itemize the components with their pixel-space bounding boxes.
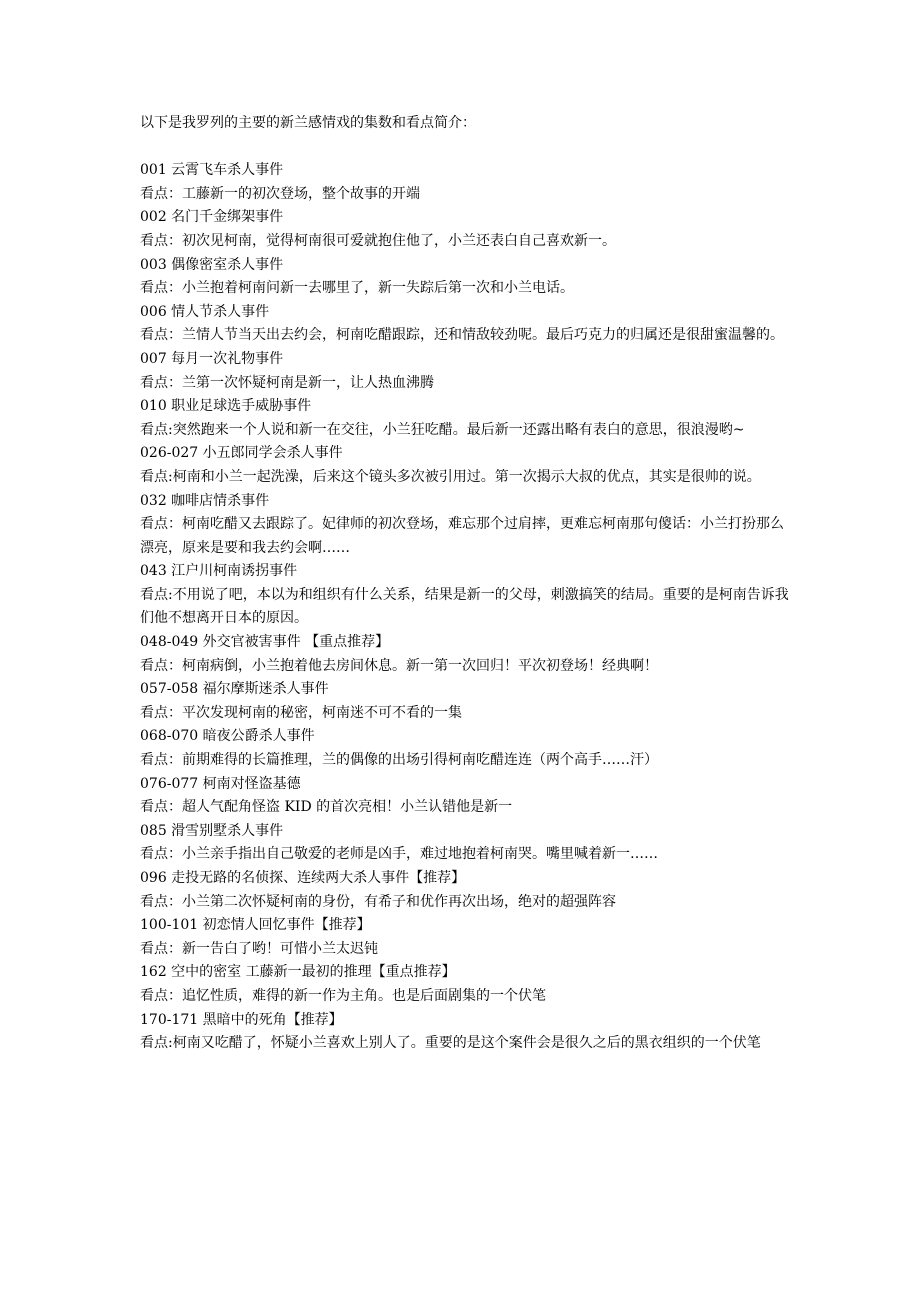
episode-note: 看点:柯南和小兰一起洗澡，后来这个镜头多次被引用过。第一次揭示大叔的优点，其实是很帅的说。 xyxy=(140,468,761,485)
episode-title: 026-027 小五郎同学会杀人事件 xyxy=(140,445,343,462)
episode-title: 076-077 柯南对怪盗基德 xyxy=(140,775,301,792)
episode-note: 看点：初次见柯南，觉得柯南很可爱就抱住他了，小兰还表白自己喜欢新一。 xyxy=(140,232,616,249)
episode-note: 看点：兰情人节当天出去约会，柯南吃醋跟踪，还和情敌较劲呢。最后巧克力的归属还是很甜蜜温馨的。 xyxy=(140,327,784,344)
episode-note: 看点:不用说了吧，本以为和组织有什么关系，结果是新一的父母，刺激搞笑的结局。重要的是柯南告诉我们他不想离开日本的原因。 xyxy=(140,586,789,627)
episode-note: 看点：柯南吃醋又去跟踪了。妃律师的初次登场，难忘那个过肩摔，更难忘柯南那句傻话：小兰打扮那么漂亮，原来是要和我去约会啊…… xyxy=(140,516,784,556)
episode-title: 032 咖啡店情杀事件 xyxy=(140,492,270,509)
episode-title: 003 偶像密室杀人事件 xyxy=(140,256,284,273)
episode-title: 001 云霄飞车杀人事件 xyxy=(140,162,284,179)
episode-title: 068-070 暗夜公爵杀人事件 xyxy=(140,728,315,745)
episode-title: 170-171 黑暗中的死角【推荐】 xyxy=(140,1011,343,1028)
episode-list xyxy=(140,159,790,1056)
document-body xyxy=(140,112,790,1056)
episode-title: 043 江户川柯南诱拐事件 xyxy=(140,563,298,580)
episode-note: 看点：兰第一次怀疑柯南是新一，让人热血沸腾 xyxy=(140,374,434,391)
episode-note: 看点:突然跑来一个人说和新一在交往，小兰狂吃醋。最后新一还露出略有表白的意思，很浪漫哟~ xyxy=(140,421,745,438)
episode-note: 看点：工藤新一的初次登场，整个故事的开端 xyxy=(140,185,420,202)
episode-note: 看点：前期难得的长篇推理，兰的偶像的出场引得柯南吃醋连连（两个高手……汗） xyxy=(140,752,658,769)
episode-title: 006 情人节杀人事件 xyxy=(140,303,270,320)
episode-note: 看点：超人气配角怪盗 KID 的首次亮相！小兰认错他是新一 xyxy=(140,799,513,816)
intro-text: 以下是我罗列的主要的新兰感情戏的集数和看点简介： xyxy=(140,115,476,131)
episode-note: 看点：小兰抱着柯南问新一去哪里了，新一失踪后第一次和小兰电话。 xyxy=(140,280,574,297)
episode-title: 162 空中的密室 工藤新一最初的推理【重点推荐】 xyxy=(140,964,456,981)
episode-note: 看点：小兰第二次怀疑柯南的身份，有希子和优作再次出场，绝对的超强阵容 xyxy=(140,893,616,910)
episode-note: 看点：新一告白了哟！可惜小兰太迟钝 xyxy=(140,940,378,957)
episode-title: 096 走投无路的名侦探、连续两大杀人事件【推荐】 xyxy=(140,870,466,886)
episode-title: 100-101 初恋情人回忆事件【推荐】 xyxy=(140,917,371,934)
episode-note: 看点：追忆性质，难得的新一作为主角。也是后面剧集的一个伏笔 xyxy=(140,987,546,1004)
episode-title: 057-058 福尔摩斯迷杀人事件 xyxy=(140,681,329,698)
episode-title: 007 每月一次礼物事件 xyxy=(140,350,284,367)
episode-title: 010 职业足球选手威胁事件 xyxy=(140,398,312,415)
episode-note: 看点：柯南病倒，小兰抱着他去房间休息。新一第一次回归！平次初登场！经典啊！ xyxy=(140,657,658,674)
episode-note: 看点：平次发现柯南的秘密，柯南迷不可不看的一集 xyxy=(140,704,462,721)
episode-note: 看点:柯南又吃醋了，怀疑小兰喜欢上别人了。重要的是这个案件会是很久之后的黑衣组织的一个伏笔 xyxy=(140,1035,761,1052)
episode-title: 085 滑雪别墅杀人事件 xyxy=(140,822,284,839)
episode-note: 看点：小兰亲手指出自己敬爱的老师是凶手，难过地抱着柯南哭。嘴里喊着新一…… xyxy=(140,846,658,863)
episode-title: 048-049 外交官被害事件 【重点推荐】 xyxy=(140,634,390,651)
episode-title: 002 名门千金绑架事件 xyxy=(140,209,284,226)
